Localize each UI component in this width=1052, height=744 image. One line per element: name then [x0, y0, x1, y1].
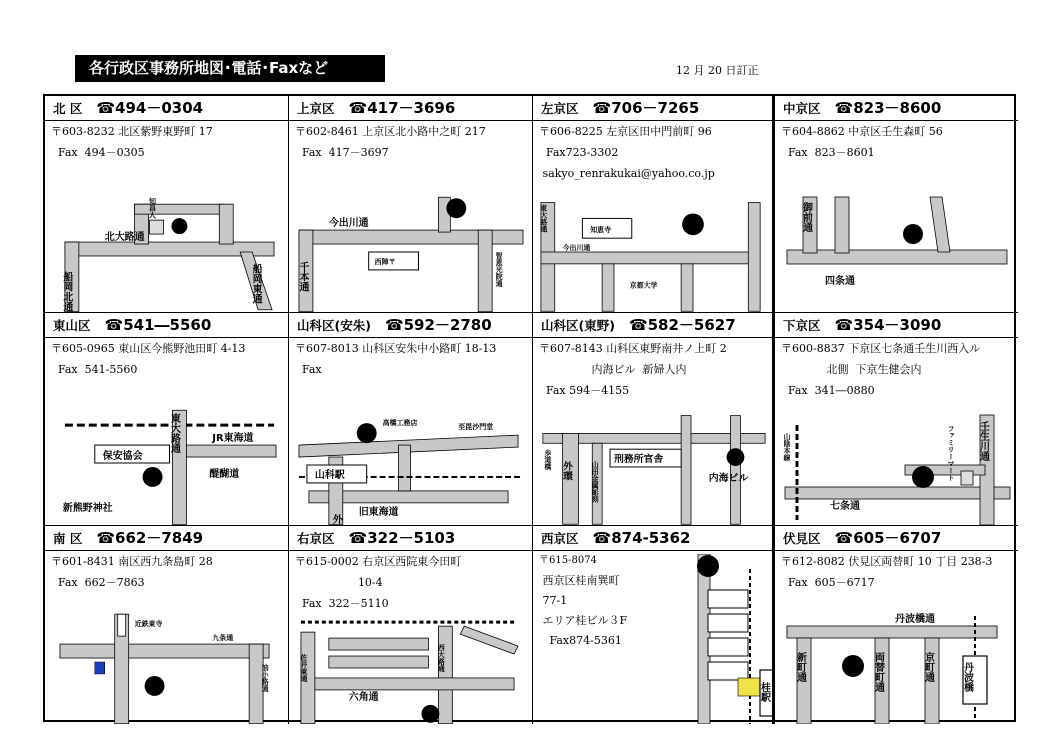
map-label: 丹波橋 — [961, 662, 973, 692]
office-fushimi — [775, 526, 1018, 724]
phone-number: 541―5560 — [123, 316, 212, 334]
fax-line: Fax 322－5110 — [295, 597, 389, 610]
ward-name: 山科区(安朱) — [297, 318, 371, 333]
ward-name: 山科区(東野) — [541, 318, 615, 333]
email-line: sakyo_renrakukai@yahoo.co.jp — [539, 167, 715, 180]
map-label: 両替町通 — [872, 652, 884, 692]
location-map — [289, 604, 532, 724]
address-line: 〒606-8225 左京区田中門前町 96 — [539, 125, 712, 138]
phone-icon: ☎ — [834, 316, 854, 334]
map-label: 至毘沙門堂 — [458, 423, 494, 432]
address-line: 〒615-0002 右京区西院東今田町 — [295, 555, 462, 568]
office-marker — [421, 705, 439, 723]
office-kamigyo — [289, 96, 533, 313]
address-line: 〒604-8862 中京区壬生森町 56 — [781, 125, 943, 138]
map-label: 新熊野神社 — [62, 502, 113, 514]
building-line: エリア桂ビル３F — [539, 614, 628, 627]
phone-number: 582－5627 — [647, 316, 736, 334]
map-label: 千本通 — [297, 261, 309, 292]
office-marker — [903, 224, 923, 244]
map-label: 保安協会 — [102, 451, 143, 463]
map-label: JR東海道 — [212, 433, 254, 445]
map-label: 今出川通 — [328, 218, 369, 230]
phone-icon: ☎ — [384, 316, 404, 334]
phone-icon: ☎ — [592, 99, 612, 117]
ward-name: 西京区 — [541, 531, 579, 546]
map-label: 近鉄東寺 — [134, 620, 163, 629]
ward-name: 上京区 — [297, 101, 335, 116]
office-ukyo — [289, 526, 533, 724]
office-marker — [143, 467, 163, 487]
map-label: 智恵光院通 — [494, 252, 503, 287]
ward-name: 北 区 — [53, 101, 83, 116]
map-label: 北大路通 — [104, 232, 145, 244]
map-label: 高橋工務店 — [382, 419, 418, 428]
map-label: 七条通 — [830, 501, 860, 512]
map-label: 山田金属彫刻 — [590, 461, 599, 503]
address-line: 〒600-8837 下京区七条通壬生川西入ル — [781, 342, 981, 355]
ward-name: 東山区 — [53, 318, 91, 333]
office-grid — [43, 94, 1016, 722]
ward-name: 伏見区 — [783, 531, 821, 546]
fax-line: Fax 417－3697 — [295, 146, 389, 159]
address-line-2: 北側 下京生健会内 — [781, 363, 922, 376]
map-label: 船岡東通 — [250, 263, 262, 304]
map-label: 京都大学 — [629, 281, 658, 290]
address-line: 西京区桂南巽町 — [539, 574, 620, 587]
zip-line: 〒615-8074 — [539, 555, 597, 566]
fax-line: Fax723-3302 — [539, 146, 619, 159]
page-title: 各行政区事務所地図･電話･Faxなど — [75, 55, 385, 82]
phone-number: 592－2780 — [403, 316, 492, 334]
phone-number: 494－0304 — [115, 99, 204, 117]
location-map — [533, 405, 772, 525]
map-label: 桂駅 — [758, 682, 770, 702]
phone-icon: ☎ — [592, 529, 612, 547]
office-kita — [45, 96, 289, 313]
address-line: 〒601-8431 南区西九条島町 28 — [51, 555, 213, 568]
office-marker — [357, 423, 377, 443]
fax-line: Fax 494－0305 — [51, 146, 145, 159]
address-line: 〒603-8232 北区紫野東野町 17 — [51, 125, 213, 138]
office-higashiyama — [45, 313, 289, 526]
map-label: 旧東海道 — [358, 506, 399, 518]
office-marker — [912, 466, 934, 488]
map-label: ファミリーマート — [947, 425, 955, 481]
office-minami — [45, 526, 289, 724]
map-label: 刑務所官舎 — [613, 454, 664, 466]
office-sakyo — [533, 96, 775, 313]
address-line: 〒602-8461 上京区北小路中之町 217 — [295, 125, 486, 138]
phone-number: 874-5362 — [611, 529, 691, 547]
office-yamashina-higashino — [533, 313, 775, 526]
map-label: 六角通 — [348, 691, 379, 703]
map-label: 今出川通 — [562, 244, 591, 253]
map-label: 御前通 — [800, 202, 812, 232]
map-label: 油小路通 — [260, 664, 269, 692]
map-label: 西大路通 — [436, 644, 445, 672]
fax-line: Fax 823－8601 — [781, 146, 875, 159]
location-map — [775, 192, 1018, 312]
address-line-2: 内海ビル 新婦人内 — [539, 363, 687, 376]
phone-icon: ☎ — [104, 316, 124, 334]
office-marker — [842, 655, 864, 677]
address-line: 〒612-8082 伏見区両替町 10 丁目 238‐3 — [781, 555, 993, 568]
map-label: 船岡北通 — [61, 271, 73, 312]
map-label: 西陣〒 — [374, 257, 396, 266]
map-label: 四条通 — [825, 276, 855, 287]
phone-number: 322－5103 — [367, 529, 456, 547]
office-marker — [682, 213, 704, 235]
phone-number: 417－3696 — [367, 99, 456, 117]
ward-name: 下京区 — [783, 318, 821, 333]
phone-icon: ☎ — [96, 529, 116, 547]
map-label: 内海ビル — [708, 472, 749, 484]
phone-icon: ☎ — [834, 529, 854, 547]
office-marker — [145, 676, 165, 696]
phone-icon: ☎ — [628, 316, 648, 334]
map-label: 東大路通 — [538, 204, 547, 233]
location-map — [45, 604, 288, 724]
office-nakagyo — [775, 96, 1018, 313]
phone-number: 662－7849 — [115, 529, 204, 547]
correction-date: 12 月 20 日訂正 — [676, 64, 759, 77]
fax-line: Fax — [295, 363, 322, 376]
address-line: 〒605-0965 東山区今熊野池田町 4‐13 — [51, 342, 246, 355]
ward-name: 南 区 — [53, 531, 83, 546]
office-marker — [697, 555, 719, 577]
map-label: 新町通 — [794, 652, 806, 682]
address-line: 〒607-8143 山科区東野南井ノ上町 2 — [539, 342, 727, 355]
ward-name: 左京区 — [541, 101, 579, 116]
office-nishikyo — [533, 526, 775, 724]
office-marker — [446, 198, 466, 218]
office-yamashina-anshu — [289, 313, 533, 526]
location-map — [45, 192, 288, 312]
map-label: 丹波橋通 — [895, 614, 935, 625]
location-map — [45, 405, 288, 525]
location-map — [289, 405, 532, 525]
map-label: 京町通 — [922, 652, 934, 682]
address-line-2: 77‐1 — [539, 594, 568, 607]
map-label: 山陰本線 — [783, 433, 791, 461]
map-label: 壬生川通 — [977, 421, 989, 461]
map-label: 外 — [332, 514, 343, 525]
map-label: 外環 — [561, 461, 573, 481]
location-map — [668, 554, 775, 724]
phone-number: 605－6707 — [853, 529, 942, 547]
ward-name: 右京区 — [297, 531, 335, 546]
office-marker — [727, 448, 745, 466]
map-label: 佐井東通 — [298, 654, 307, 682]
map-label: 知昌人 — [147, 197, 156, 219]
map-label: 知恵寺 — [590, 226, 612, 235]
fax-line: Fax 541-5560 — [51, 363, 138, 376]
office-marker — [171, 218, 187, 234]
fax-line: Fax874-5361 — [539, 634, 622, 647]
map-label: 東大路通 — [168, 413, 180, 454]
map-label: 歩道橋 — [542, 449, 551, 470]
address-line-2: 10‐4 — [295, 576, 383, 589]
fax-line: Fax 662－7863 — [51, 576, 145, 589]
phone-icon: ☎ — [348, 529, 368, 547]
fax-line: Fax 594－4155 — [539, 384, 630, 397]
location-map — [533, 192, 772, 312]
phone-icon: ☎ — [834, 99, 854, 117]
location-map — [775, 405, 1018, 525]
office-shimogyo — [775, 313, 1018, 526]
map-label: 醍醐道 — [209, 468, 240, 480]
location-map — [289, 192, 532, 312]
fax-line: Fax 605－6717 — [781, 576, 875, 589]
ward-name: 中京区 — [783, 101, 821, 116]
fax-line: Fax 341―0880 — [781, 384, 875, 397]
map-label: 山科駅 — [314, 469, 345, 481]
location-map — [775, 604, 1018, 724]
phone-number: 823－8600 — [853, 99, 942, 117]
map-label: 九条通 — [212, 634, 234, 643]
address-line: 〒607-8013 山科区安朱中小路町 18-13 — [295, 342, 497, 355]
phone-icon: ☎ — [348, 99, 368, 117]
phone-number: 354－3090 — [853, 316, 942, 334]
phone-number: 706－7265 — [611, 99, 700, 117]
phone-icon: ☎ — [96, 99, 116, 117]
